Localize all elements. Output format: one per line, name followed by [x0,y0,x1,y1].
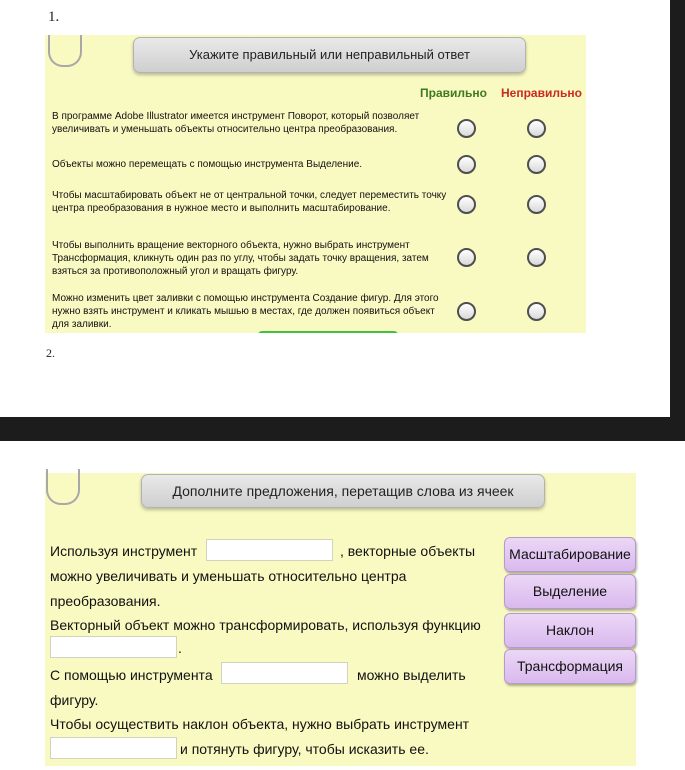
word-card-scaling[interactable]: Масштабирование [504,537,636,572]
sentence-3-end: можно выделить [357,667,466,683]
paperclip-icon [46,469,80,505]
column-true-header: Правильно [420,86,487,100]
sentence-3-line-2: фигуру. [50,692,99,708]
sentence-2-end: . [178,640,182,656]
sentence-1-start: Используя инструмент [50,543,198,559]
radio-false-5[interactable] [527,302,546,321]
radio-true-1[interactable] [457,119,476,138]
blank-2[interactable] [50,636,177,658]
task-number-2: 2. [46,346,55,360]
radio-true-2[interactable] [457,155,476,174]
statement-5: Можно изменить цвет заливки с помощью инструмента Создание фигур. Для этого нужно взять инструмент и кликать мышью в местах, где должен появиться объект для заливки. [52,293,439,330]
statement-4: Чтобы выполнить вращение векторного объекта, нужно выбрать инструмент Трансформация, кликнуть один раз по углу, чтобы задать точку вращения, затем взяться за противоположный угол и вращать фигуру. [52,240,429,277]
quiz-instruction: Дополните предложения, перетащив слова из ячеек [141,474,545,508]
radio-true-3[interactable] [457,195,476,214]
check-button[interactable] [258,331,398,333]
blank-4[interactable] [50,737,177,759]
sentence-4: Чтобы осуществить наклон объекта, нужно выбрать инструмент [50,716,470,732]
blank-3[interactable] [221,662,348,684]
paperclip-icon [48,35,82,67]
sentence-4-end: и потянуть фигуру, чтобы исказить ее. [180,741,429,757]
blank-1[interactable] [206,539,333,561]
radio-true-5[interactable] [457,302,476,321]
quiz-instruction: Укажите правильный или неправильный ответ [133,37,526,73]
sentence-3-start: С помощью инструмента [50,667,213,683]
word-card-skew[interactable]: Наклон [504,613,636,648]
dark-margin [670,0,685,441]
word-card-transform[interactable]: Трансформация [504,649,636,684]
statement-1: В программе Adobe Illustrator имеется инструмент Поворот, который позволяет увеличивать и уменьшать объекты относительно центра преобразования. [52,111,420,135]
radio-false-4[interactable] [527,248,546,267]
radio-false-3[interactable] [527,195,546,214]
radio-true-4[interactable] [457,248,476,267]
radio-false-1[interactable] [527,119,546,138]
sentence-1-line-3: преобразования. [50,593,161,609]
page-divider [0,417,685,441]
sentence-2: Векторный объект можно трансформировать, используя функцию [50,617,481,633]
fill-blanks-quiz [45,473,636,766]
statement-3: Чтобы масштабировать объект не от центральной точки, следует переместить точку центра преобразования в нужное место и выполнить масштабирование. [52,190,447,214]
column-false-header: Неправильно [501,86,582,100]
radio-false-2[interactable] [527,155,546,174]
task-number-1: 1. [48,9,60,25]
statement-2: Объекты можно перемещать с помощью инструмента Выделение. [52,159,363,170]
word-card-selection[interactable]: Выделение [504,574,636,609]
sentence-1-end: , векторные объекты [340,543,476,559]
true-false-quiz [45,35,586,333]
sentence-1-line-2: можно увеличивать и уменьшать относительно центра [50,568,407,584]
